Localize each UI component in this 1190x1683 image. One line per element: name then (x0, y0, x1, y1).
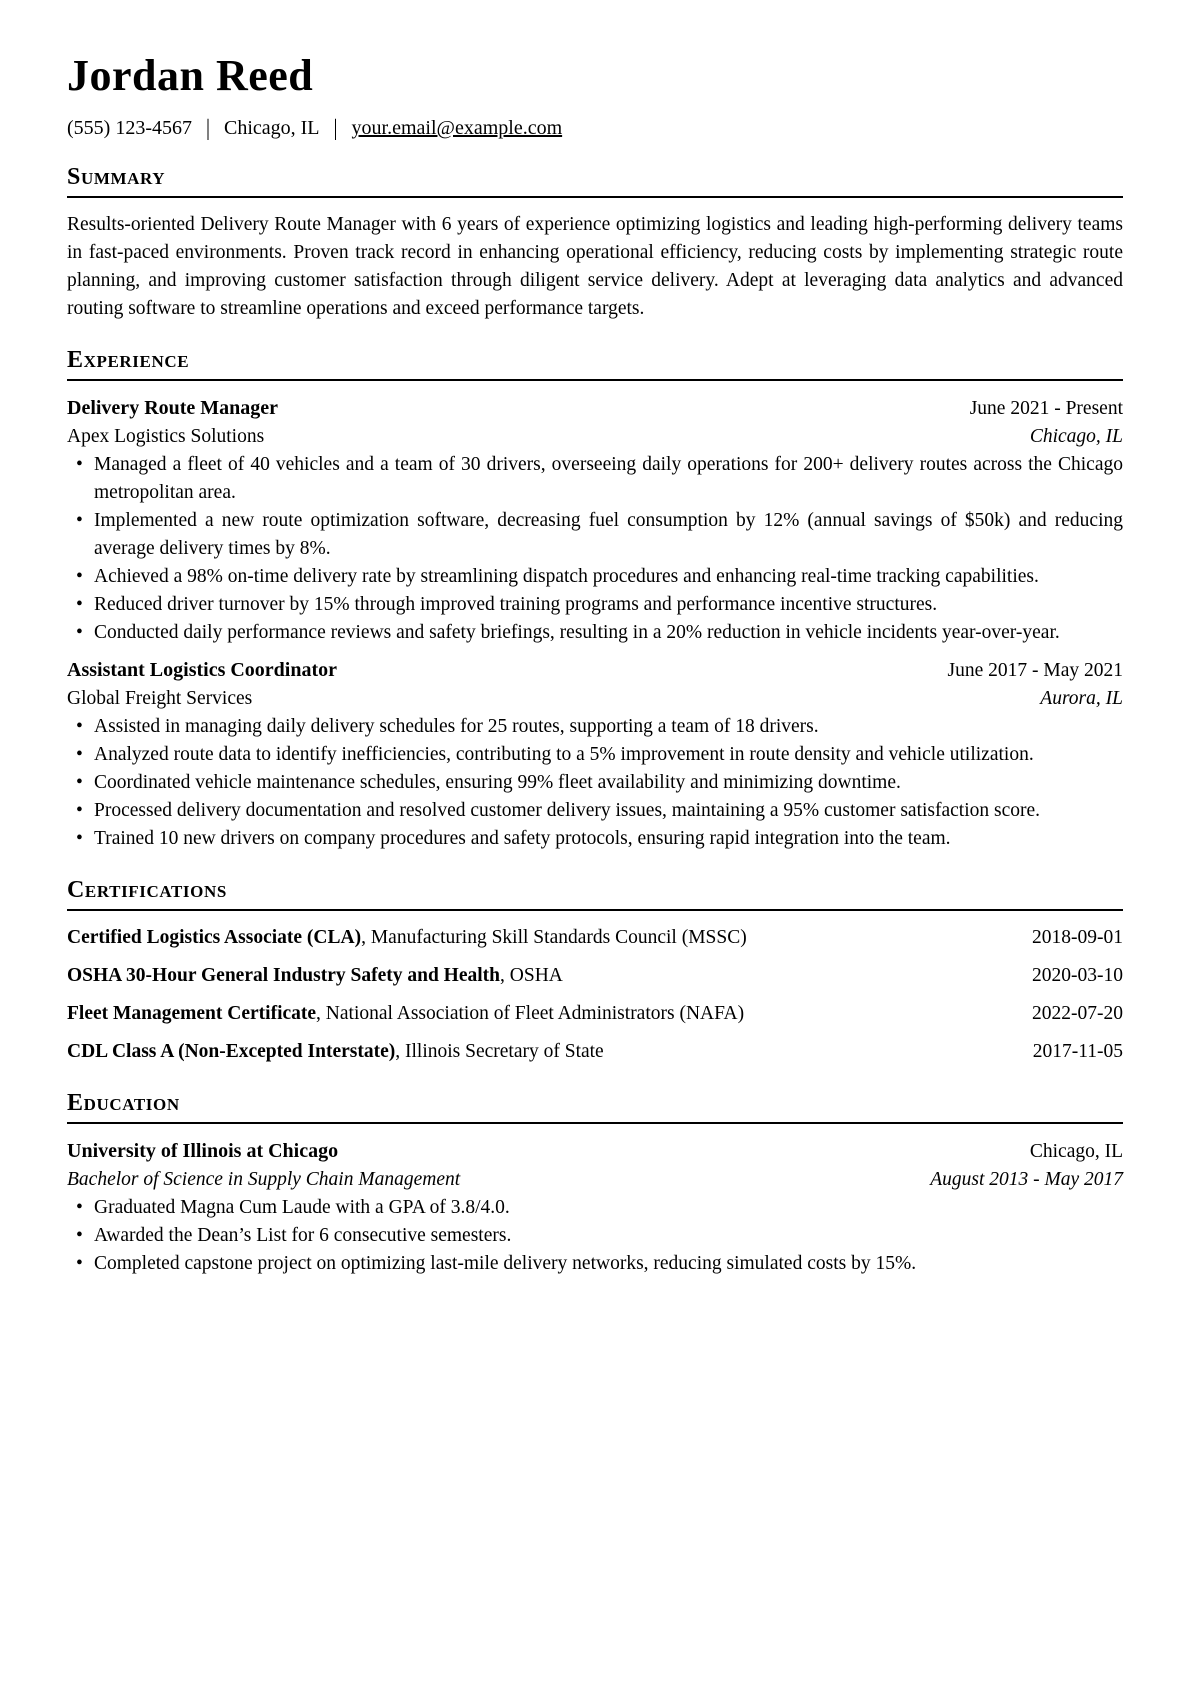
bullet-item: • Conducted daily performance reviews and safety briefings, resulting in a 20% reduction in vehicle incidents year-over-year. (67, 619, 1123, 647)
job-company: Global Freight Services (67, 688, 253, 709)
certification-date: 2022-07-20 (1032, 1003, 1123, 1024)
certification-issuer: OSHA (509, 965, 563, 986)
certification-row (67, 1000, 1123, 1028)
certification-issuer: National Association of Fleet Administrators (NAFA) (325, 1003, 745, 1024)
bullet-item: • Awarded the Dean’s List for 6 consecutive semesters. (67, 1222, 1123, 1250)
education-location: Chicago, IL (1029, 1141, 1123, 1162)
bullet-item: • Coordinated vehicle maintenance schedules, ensuring 99% fleet availability and minimizing downtime. (67, 769, 1123, 797)
bullet-item: • Trained 10 new drivers on company procedures and safety protocols, ensuring rapid integration into the team. (67, 825, 1123, 853)
section-title-summary: Summary (67, 164, 1123, 198)
section-education (67, 1090, 1123, 1278)
certification-separator: , (500, 965, 510, 986)
certification-name: Certified Logistics Associate (CLA) (67, 927, 362, 948)
location-text: Chicago, IL (224, 117, 320, 139)
section-title-certifications: Certifications (67, 877, 1123, 911)
certification-row (67, 1038, 1123, 1066)
certification-text (67, 1000, 744, 1028)
phone-number: (555) 123-4567 (67, 117, 192, 139)
certification-name: OSHA 30-Hour General Industry Safety and Health (67, 965, 501, 986)
certification-date: 2020-03-10 (1032, 965, 1123, 986)
summary-text: Results-oriented Delivery Route Manager with 6 years of experience optimizing logistics and leading high-performing delivery teams in fast-paced environments. Proven track record in enhancing operational efficiency, reducing costs by implementing strategic route planning, and improving customer satisfaction through diligent service delivery. Adept at leveraging data analytics and advanced routing software to streamline operations and exceed performance targets. (67, 214, 1123, 319)
job-entry-2 (67, 656, 1123, 853)
job-entry-1 (67, 394, 1123, 647)
education-dates: August 2013 - May 2017 (930, 1169, 1123, 1190)
bullet-item: • Managed a fleet of 40 vehicles and a team of 30 drivers, overseeing daily operations for 200+ delivery routes across the Chicago metropolitan area. (67, 451, 1123, 507)
section-experience (67, 347, 1123, 853)
job-dates: June 2017 - May 2021 (947, 660, 1123, 681)
bullet-item: • Processed delivery documentation and resolved customer delivery issues, maintaining a 95% customer satisfaction score. (67, 797, 1123, 825)
certification-issuer: Illinois Secretary of State (404, 1041, 604, 1062)
job-company: Apex Logistics Solutions (67, 426, 265, 447)
certification-name: CDL Class A (Non-Excepted Interstate) (67, 1041, 396, 1062)
certification-text (67, 962, 563, 990)
section-title-experience: Experience (67, 347, 1123, 381)
job-bullet-list (67, 713, 1123, 853)
job-title: Delivery Route Manager (67, 397, 279, 419)
job-location: Aurora, IL (1040, 688, 1123, 709)
education-degree: Bachelor of Science in Supply Chain Management (67, 1169, 461, 1190)
certification-separator: , (316, 1003, 326, 1024)
job-dates: June 2021 - Present (969, 398, 1123, 419)
bullet-item: • Reduced driver turnover by 15% through improved training programs and performance incentive structures. (67, 591, 1123, 619)
certification-row (67, 924, 1123, 952)
email-link[interactable]: your.email@example.com (351, 117, 563, 139)
contact-separator: | (205, 115, 210, 141)
certification-separator: , (395, 1041, 405, 1062)
section-title-education: Education (67, 1090, 1123, 1124)
certification-date: 2017-11-05 (1032, 1041, 1123, 1062)
bullet-item: • Implemented a new route optimization software, decreasing fuel consumption by 12% (annual savings of $50k) and reducing average delivery times by 8%. (67, 507, 1123, 563)
section-certifications (67, 877, 1123, 1066)
certification-issuer: Manufacturing Skill Standards Council (MSSC) (370, 927, 747, 948)
certification-separator: , (361, 927, 371, 948)
job-title: Assistant Logistics Coordinator (67, 659, 338, 681)
certification-text (67, 1038, 604, 1066)
bullet-item: • Completed capstone project on optimizing last-mile delivery networks, reducing simulated costs by 15%. (67, 1250, 1123, 1278)
job-location: Chicago, IL (1029, 426, 1123, 447)
bullet-item: • Graduated Magna Cum Laude with a GPA of 3.8/4.0. (67, 1194, 1123, 1222)
person-name: Jordan Reed (67, 51, 314, 100)
certification-row (67, 962, 1123, 990)
job-bullet-list (67, 451, 1123, 647)
certification-name: Fleet Management Certificate (67, 1003, 317, 1024)
contact-separator: | (333, 115, 338, 141)
certification-date: 2018-09-01 (1032, 927, 1123, 948)
education-bullet-list (67, 1194, 1123, 1278)
bullet-item: • Assisted in managing daily delivery schedules for 25 routes, supporting a team of 18 drivers. (67, 713, 1123, 741)
section-summary (67, 164, 1123, 323)
contact-line (67, 117, 1123, 140)
certification-text (67, 924, 747, 952)
bullet-item: • Analyzed route data to identify inefficiencies, contributing to a 5% improvement in route density and vehicle utilization. (67, 741, 1123, 769)
bullet-item: • Achieved a 98% on-time delivery rate by streamlining dispatch procedures and enhancing real-time tracking capabilities. (67, 563, 1123, 591)
education-school: University of Illinois at Chicago (67, 1140, 339, 1162)
